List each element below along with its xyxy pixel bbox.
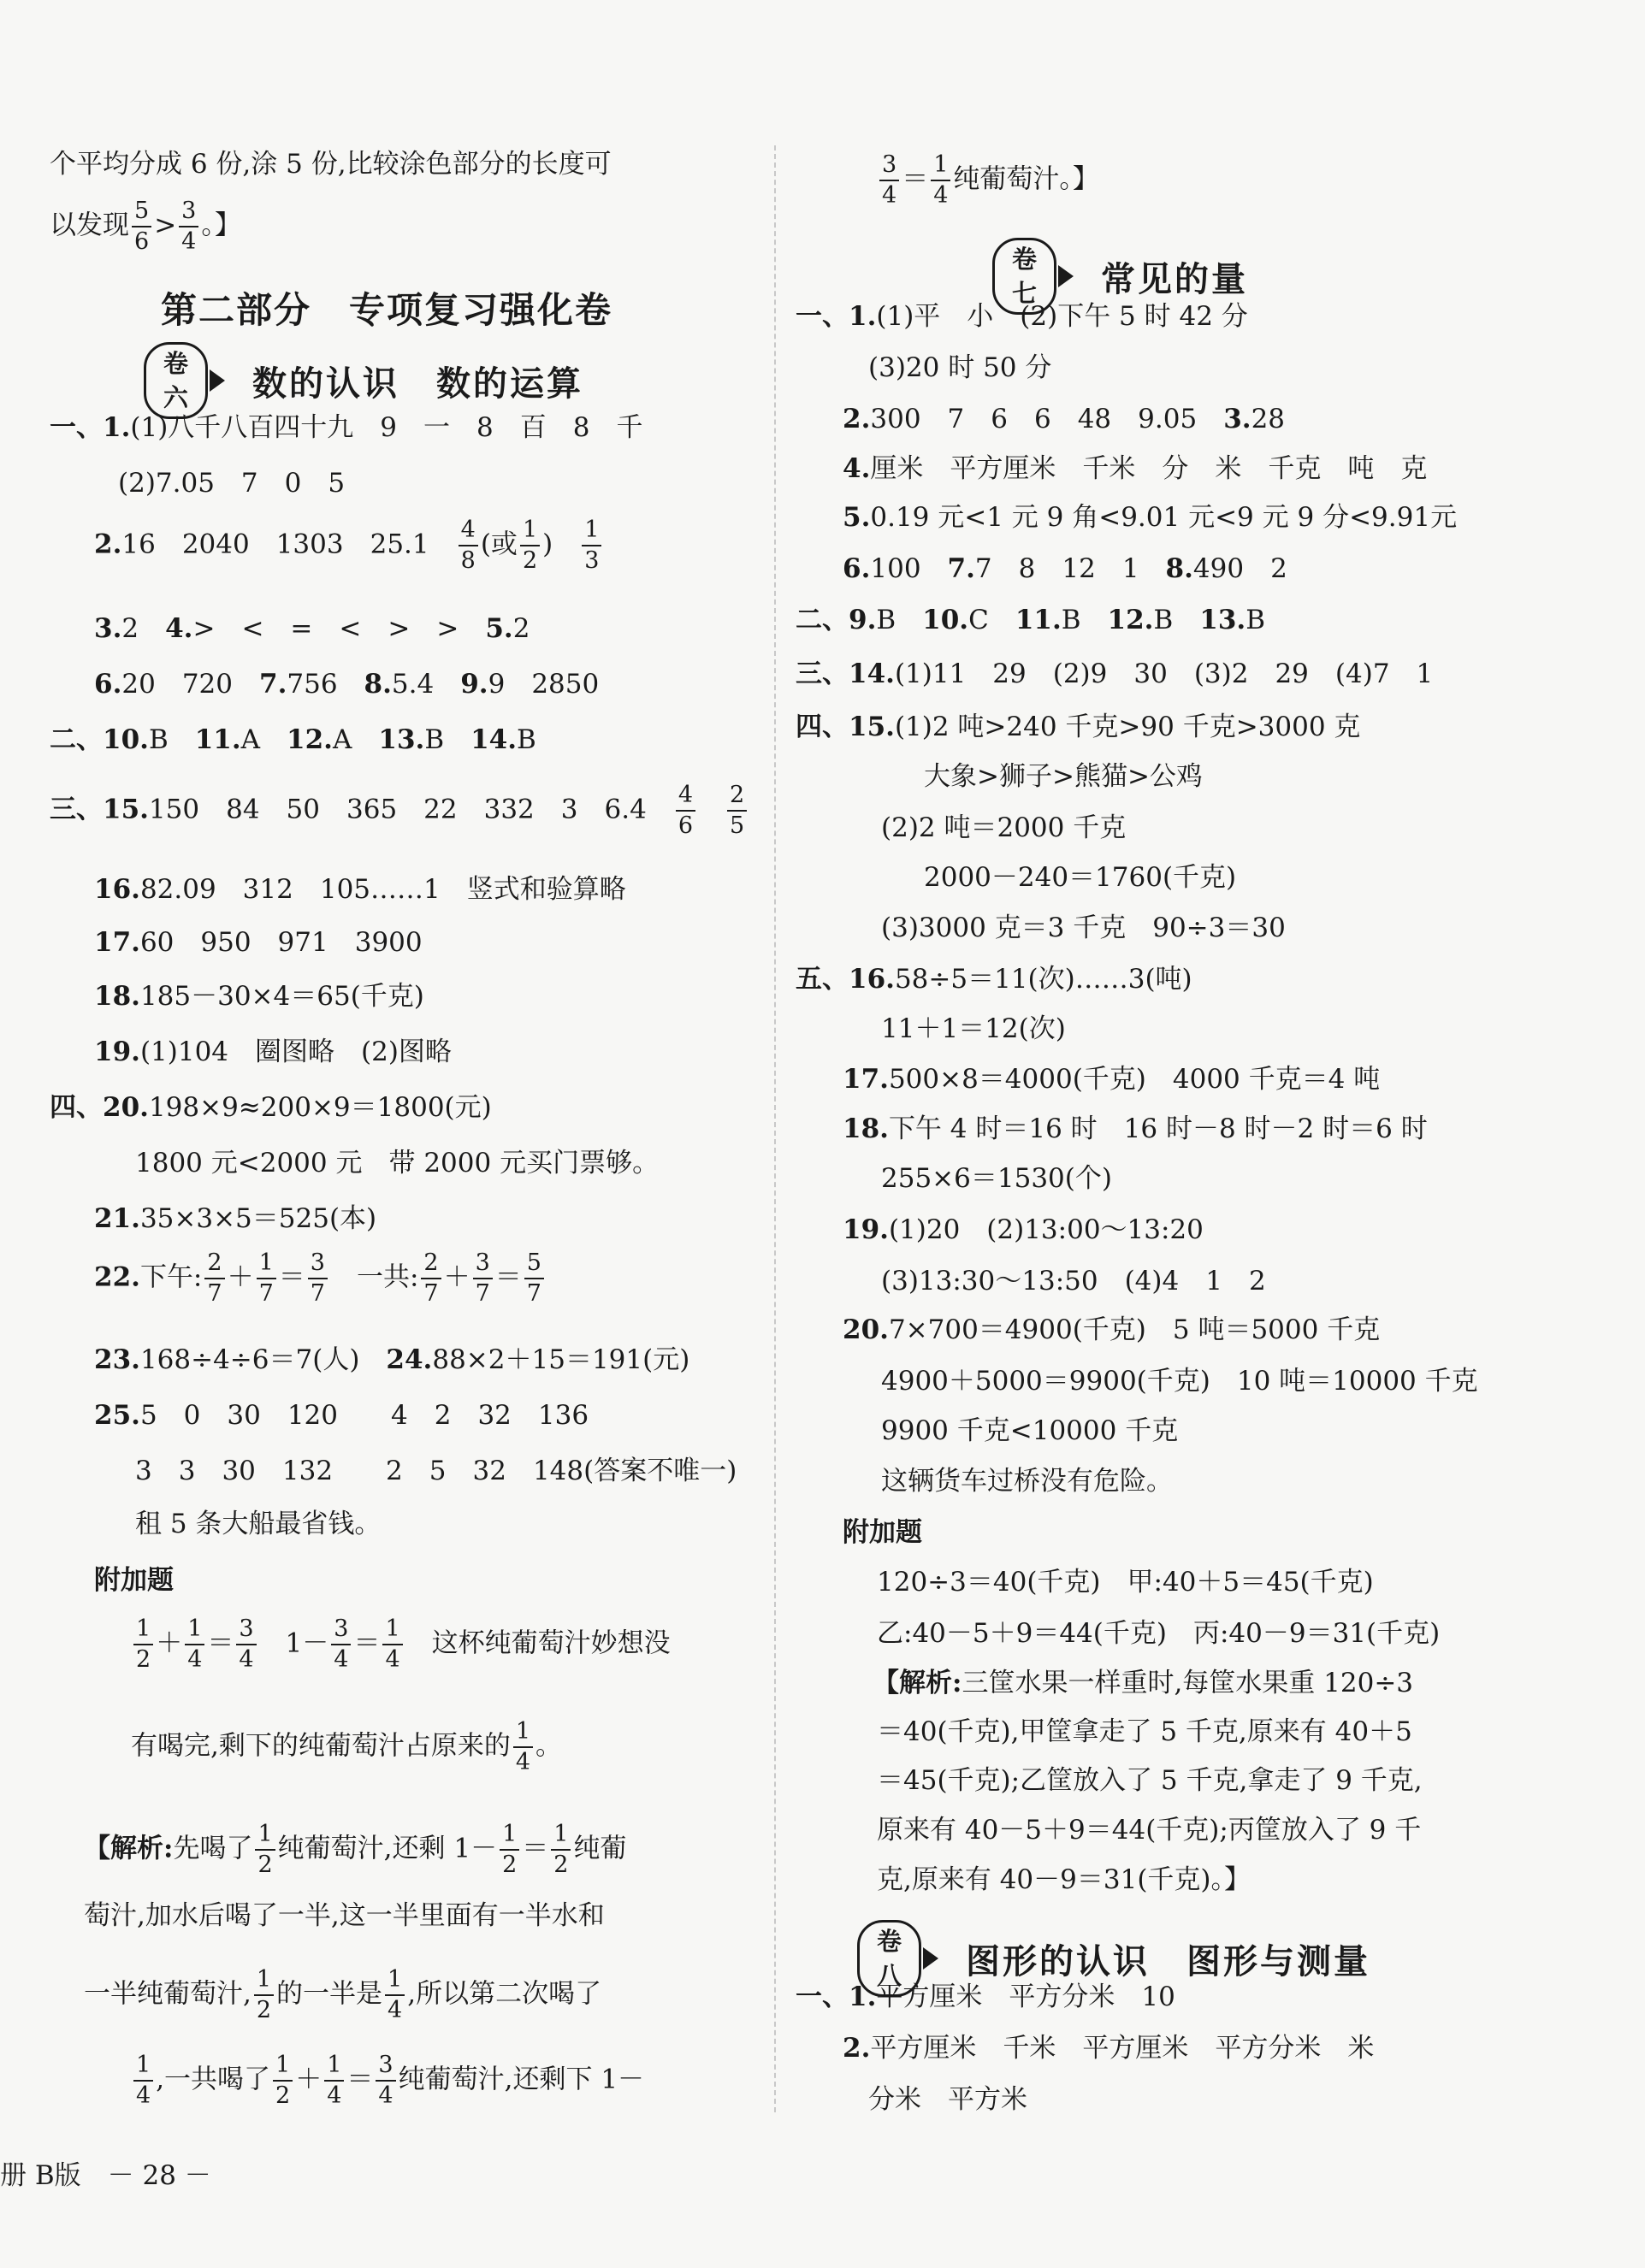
arrow-right-icon — [923, 1947, 938, 1970]
answer-line: $\frac{3}{4}$ ＝ $\frac{1}{4}$ 纯葡萄汁。】 — [877, 152, 1099, 209]
answer-line: 3 3 30 132 2 5 32 148(答案不唯一) — [135, 1456, 737, 1486]
answer-line: 20.7×700＝4900(千克) 5 吨＝5000 千克 — [843, 1314, 1381, 1345]
answer-line: 2.平方厘米 千米 平方厘米 平方分米 米 — [843, 2033, 1375, 2064]
extra-title: 附加题 — [94, 1565, 174, 1596]
arrow-right-icon — [1058, 265, 1074, 287]
answer-line: 1800 元<2000 元 带 2000 元买门票够。 — [135, 1148, 660, 1178]
column-divider — [774, 145, 776, 2112]
answer-line: 原来有 40－5＋9＝44(千克);丙筐放入了 9 千 — [877, 1815, 1422, 1846]
answer-line: 22.下午: $\frac{2}{7}$ ＋ $\frac{1}{7}$ ＝ $\frac{3}{7}$ 一共: $\frac{2}{7}$ ＋ $\frac{3}{7}$ ＝ $\frac{5}{7}$ — [94, 1250, 547, 1307]
intro-line-1: 个平均分成 6 份,涂 5 份,比较涂色部分的长度可 — [50, 149, 612, 180]
answer-line: 11＋1＝12(次) — [881, 1013, 1066, 1044]
answer-line: 5.0.19 元<1 元 9 角<9.01 元<9 元 9 分<9.91元 — [843, 502, 1458, 533]
answer-line: (2)2 吨＝2000 千克 — [881, 812, 1127, 843]
answer-line: 2.16 2040 1303 25.1 $\frac{4}{8}$ (或 $\frac{1}{2}$ ) $\frac{1}{3}$ — [94, 517, 604, 574]
answer-line: 分米 平方米 — [868, 2084, 1027, 2115]
answer-line: 120÷3＝40(千克) 甲:40＋5＝45(千克) — [877, 1567, 1374, 1598]
answer-line: (3)3000 克＝3 千克 90÷3＝30 — [881, 913, 1286, 943]
answer-line: 【解析:先喝了 $\frac{1}{2}$ 纯葡萄汁,还剩 1－ $\frac{1}{2}$ ＝ $\frac{1}{2}$ 纯葡 — [84, 1821, 627, 1878]
answer-line: 有喝完,剩下的纯葡萄汁占原来的 $\frac{1}{4}$ 。 — [131, 1718, 563, 1775]
answer-line: (3)13:30～13:50 (4)4 1 2 — [881, 1266, 1266, 1296]
section-badge-6 — [144, 342, 583, 419]
answer-line: 克,原来有 40－9＝31(千克)。】 — [877, 1864, 1252, 1895]
answer-line: 21.35×3×5＝525(本) — [94, 1203, 377, 1234]
answer-line: 一、1.(1)八千八百四十九 9 一 8 百 8 千 — [50, 412, 643, 443]
answer-line: 16.82.09 312 105……1 竖式和验算略 — [94, 874, 626, 905]
answer-line: 9900 千克<10000 千克 — [881, 1415, 1179, 1446]
badge-label: 卷六 — [144, 342, 208, 419]
answer-line: 四、15.(1)2 吨>240 千克>90 千克>3000 克 — [796, 712, 1361, 742]
answer-line: ＝40(千克),甲筐拿走了 5 千克,原来有 40＋5 — [877, 1716, 1412, 1747]
answer-line: 三、15.150 84 50 365 22 332 3 6.4 $\frac{4}{6}$ $\frac{2}{5}$ — [50, 783, 749, 839]
answer-line: 一半纯葡萄汁, $\frac{1}{2}$ 的一半是 $\frac{1}{4}$ ,所以第二次喝了 — [84, 1966, 602, 2023]
answer-line: 【解析:三筐水果一样重时,每筐水果重 120÷3 — [873, 1668, 1414, 1698]
answer-line: 五、16.58÷5＝11(次)……3(吨) — [796, 964, 1192, 995]
answer-line: 2000－240＝1760(千克) — [924, 862, 1237, 893]
answer-line: $\frac{1}{2}$ ＋ $\frac{1}{4}$ ＝ $\frac{3}{4}$ 1－ $\frac{3}{4}$ ＝ $\frac{1}{4}$ 这杯纯葡萄汁妙想没 — [131, 1616, 671, 1673]
answer-line: (3)20 时 50 分 — [868, 352, 1052, 383]
answer-line: 二、9.B 10.C 11.B 12.B 13.B — [796, 605, 1265, 635]
answer-line: 2.300 7 6 6 48 9.05 3.28 — [843, 404, 1286, 434]
answer-line: 这辆货车过桥没有危险。 — [881, 1466, 1173, 1497]
answer-line: 大象>狮子>熊猫>公鸡 — [924, 761, 1203, 792]
answer-line: 25.5 0 30 120 4 2 32 136 — [94, 1400, 589, 1431]
answer-line: 三、14.(1)11 29 (2)9 30 (3)2 29 (4)7 1 — [796, 659, 1434, 689]
answer-line: 萄汁,加水后喝了一半,这一半里面有一半水和 — [84, 1900, 605, 1931]
answer-line: 17.60 950 971 3900 — [94, 927, 423, 958]
answer-line: 乙:40－5＋9＝44(千克) 丙:40－9＝31(千克) — [877, 1618, 1441, 1649]
answer-line: ＝45(千克);乙筐放入了 5 千克,拿走了 9 千克, — [877, 1765, 1423, 1796]
part-title: 第二部分 专项复习强化卷 — [161, 289, 613, 331]
answer-line: 4900＋5000＝9900(千克) 10 吨＝10000 千克 — [881, 1366, 1478, 1397]
answer-line: 一、1.(1)平 小 (2)下午 5 时 42 分 — [796, 301, 1248, 332]
section-title-7: 常见的量 — [1101, 259, 1249, 299]
answer-line: 6.100 7.7 8 12 1 8.490 2 — [843, 553, 1287, 584]
answer-line: 一、1.平方厘米 平方分米 10 — [796, 1982, 1175, 2012]
answer-line: (2)7.05 7 0 5 — [118, 468, 346, 499]
section-title-8: 图形的认识 图形与测量 — [966, 1941, 1371, 1982]
answer-line: 255×6＝1530(个) — [881, 1163, 1112, 1194]
answer-line: 18.185－30×4＝65(千克) — [94, 981, 424, 1012]
answer-line: 19.(1)20 (2)13:00～13:20 — [843, 1214, 1204, 1245]
answer-line: 四、20.198×9≈200×9＝1800(元) — [50, 1092, 492, 1123]
section-title-6: 数的认识 数的运算 — [252, 363, 584, 404]
answer-line: 二、10.B 11.A 12.A 13.B 14.B — [50, 724, 536, 755]
answer-line: 18.下午 4 时＝16 时 16 时－8 时－2 时＝6 时 — [843, 1113, 1428, 1144]
extra-title: 附加题 — [843, 1517, 922, 1548]
answer-line: 17.500×8＝4000(千克) 4000 千克＝4 吨 — [843, 1064, 1381, 1095]
page-footer: 册 B版 － 28 － — [0, 2160, 211, 2191]
badge-label: 卷七 — [992, 238, 1056, 315]
answer-line: 6.20 720 7.756 8.5.4 9.9 2850 — [94, 669, 600, 700]
arrow-right-icon — [210, 369, 225, 392]
answer-line: $\frac{1}{4}$ ,一共喝了 $\frac{1}{2}$ ＋ $\frac{1}{4}$ ＝ $\frac{3}{4}$ 纯葡萄汁,还剩下 1－ — [131, 2052, 644, 2109]
badge-label: 卷八 — [857, 1920, 921, 1997]
answer-line: 23.168÷4÷6＝7(人) 24.88×2＋15＝191(元) — [94, 1344, 690, 1375]
answer-line: 租 5 条大船最省钱。 — [135, 1509, 382, 1539]
answer-line: 3.2 4.> < = < > > 5.2 — [94, 613, 530, 644]
answer-line: 19.(1)104 圈图略 (2)图略 — [94, 1037, 452, 1067]
answer-line: 4.厘米 平方厘米 千米 分 米 千克 吨 克 — [843, 453, 1428, 484]
intro-line-2: 以发现 $\frac{5}{6}$ > $\frac{3}{4}$ 。】 — [50, 198, 241, 255]
